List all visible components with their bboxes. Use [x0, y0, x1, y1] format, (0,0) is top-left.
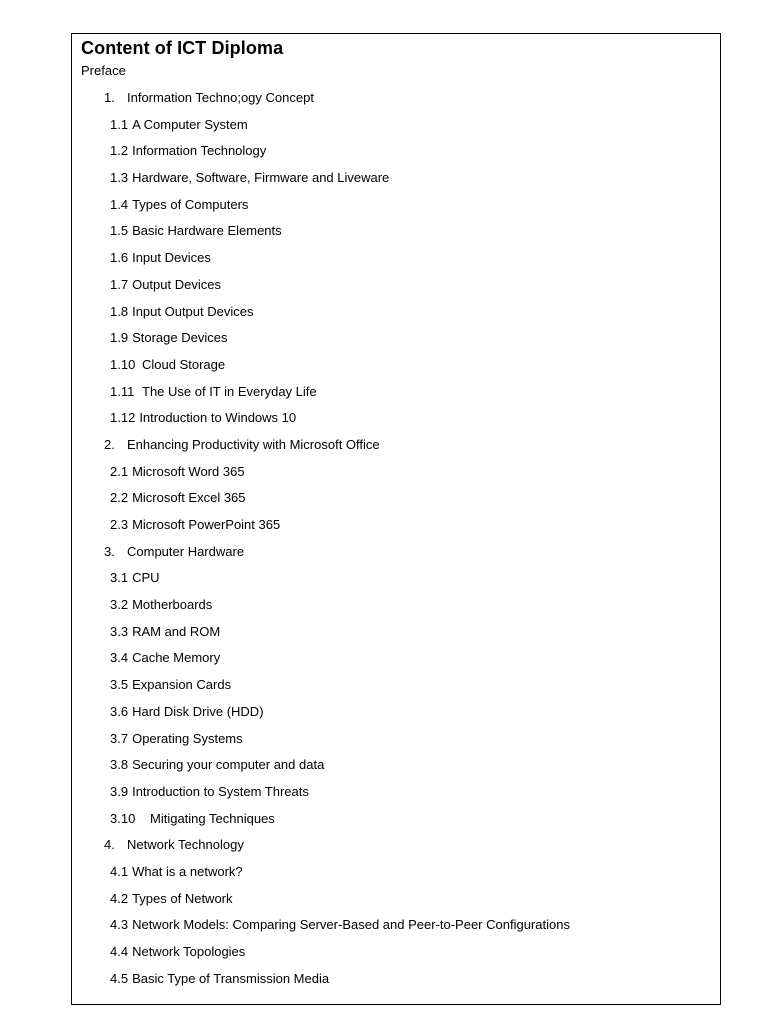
toc-section — [72, 356, 720, 383]
toc-section — [72, 329, 720, 356]
toc-section — [72, 169, 720, 196]
toc-title: Network Technology — [127, 837, 244, 853]
toc-number: 3.4 — [110, 650, 129, 666]
toc-section — [72, 516, 720, 543]
toc-section — [72, 196, 720, 223]
toc-section — [72, 569, 720, 596]
toc-number: 1.1 — [110, 116, 129, 132]
toc-number: 4. — [104, 837, 115, 853]
toc-section — [72, 970, 720, 997]
toc-number: 2.1 — [110, 463, 129, 479]
toc-number: 1.9 — [110, 330, 129, 346]
toc-title: Cache Memory — [132, 650, 221, 666]
toc-title: Output Devices — [132, 276, 221, 292]
toc-section — [72, 489, 720, 516]
toc-number: 2. — [104, 436, 115, 452]
toc-title: A Computer System — [132, 116, 248, 132]
toc-section — [72, 676, 720, 703]
toc-number: 1. — [104, 90, 115, 105]
toc-section — [72, 890, 720, 917]
toc-number: 2.2 — [110, 490, 129, 506]
toc-title: Enhancing Productivity with Microsoft Office — [127, 436, 380, 452]
toc-number: 4.4 — [110, 944, 129, 959]
toc-section — [72, 463, 720, 490]
toc-title: Computer Hardware — [127, 543, 245, 559]
toc-title: Storage Devices — [132, 330, 228, 346]
toc-title: Microsoft PowerPoint 365 — [132, 517, 281, 532]
toc-number: 4.2 — [110, 890, 129, 906]
toc-number: 3.2 — [110, 597, 129, 613]
toc-number: 3. — [104, 543, 115, 559]
toc-title: Motherboards — [132, 597, 213, 613]
toc-title: RAM and ROM — [132, 623, 221, 639]
toc-section — [72, 249, 720, 276]
toc-number: 4.3 — [110, 917, 129, 933]
toc-title: Mitigating Techniques — [150, 810, 275, 826]
toc-number: 1.12 — [110, 410, 136, 426]
toc-section — [72, 649, 720, 676]
preface-label: Preface — [81, 63, 126, 78]
toc-section — [72, 703, 720, 730]
toc-section — [72, 810, 720, 837]
toc-title: The Use of IT in Everyday Life — [142, 383, 317, 399]
toc-chapter — [72, 836, 720, 863]
toc-title: Network Models: Comparing Server-Based and Peer-to-Peer Configurations — [132, 917, 570, 933]
toc-section — [72, 409, 720, 436]
toc-title: Information Techno;ogy Concept — [127, 90, 314, 105]
toc-number: 3.7 — [110, 730, 129, 746]
toc-number: 1.5 — [110, 223, 129, 239]
toc-title: Input Output Devices — [132, 303, 254, 319]
toc-title: Microsoft Word 365 — [132, 463, 245, 479]
toc-title: Expansion Cards — [132, 677, 232, 693]
toc-section — [72, 596, 720, 623]
document-title: Content of ICT Diploma — [81, 38, 284, 58]
toc-section — [72, 222, 720, 249]
toc-number: 1.11 — [110, 383, 135, 399]
toc-title: CPU — [132, 570, 160, 586]
toc-title: Types of Network — [132, 890, 233, 906]
toc-number: 3.8 — [110, 757, 129, 773]
toc-number: 1.8 — [110, 303, 129, 319]
toc-title: Hardware, Software, Firmware and Liveware — [132, 170, 390, 186]
toc-number: 3.9 — [110, 783, 129, 799]
toc-title: Information Technology — [132, 143, 267, 159]
toc-number: 4.5 — [110, 970, 129, 986]
toc-chapter — [72, 543, 720, 570]
toc-chapter — [72, 436, 720, 463]
toc-section — [72, 943, 720, 970]
toc-title: Hard Disk Drive (HDD) — [132, 703, 264, 719]
toc-section — [72, 303, 720, 330]
toc-title: Basic Type of Transmission Media — [132, 970, 330, 986]
toc-section — [72, 276, 720, 303]
toc-title: Network Topologies — [132, 944, 246, 959]
toc-title: Securing your computer and data — [132, 757, 325, 773]
toc-number: 3.6 — [110, 703, 129, 719]
toc-section — [72, 623, 720, 650]
toc-title: Operating Systems — [132, 730, 243, 746]
toc-section — [72, 730, 720, 757]
toc-title: Types of Computers — [132, 196, 249, 212]
toc-title: Cloud Storage — [142, 356, 226, 372]
toc-number: 3.5 — [110, 677, 129, 693]
toc-number: 1.2 — [110, 143, 129, 159]
toc-section — [72, 142, 720, 169]
toc-title: Introduction to Windows 10 — [139, 410, 297, 426]
toc-title: Microsoft Excel 365 — [132, 490, 246, 506]
document-frame — [71, 33, 721, 1005]
toc-number: 2.3 — [110, 517, 129, 532]
toc-number: 1.4 — [110, 196, 129, 212]
toc-section — [72, 756, 720, 783]
toc-chapter — [72, 89, 720, 116]
toc-number: 1.3 — [110, 170, 129, 186]
toc-number: 1.7 — [110, 276, 129, 292]
toc-number: 3.1 — [110, 570, 129, 586]
toc-title: Input Devices — [132, 250, 211, 266]
toc-title: What is a network? — [132, 863, 243, 879]
toc-section — [72, 916, 720, 943]
toc-section — [72, 863, 720, 890]
toc-number: 4.1 — [110, 863, 129, 879]
toc-section — [72, 383, 720, 410]
table-of-contents — [72, 89, 720, 996]
toc-section — [72, 116, 720, 143]
toc-number: 1.6 — [110, 250, 129, 266]
toc-title: Basic Hardware Elements — [132, 223, 282, 239]
toc-title: Introduction to System Threats — [132, 783, 309, 799]
toc-number: 3.10 — [110, 810, 136, 826]
toc-section — [72, 783, 720, 810]
toc-number: 3.3 — [110, 623, 129, 639]
toc-number: 1.10 — [110, 356, 136, 372]
